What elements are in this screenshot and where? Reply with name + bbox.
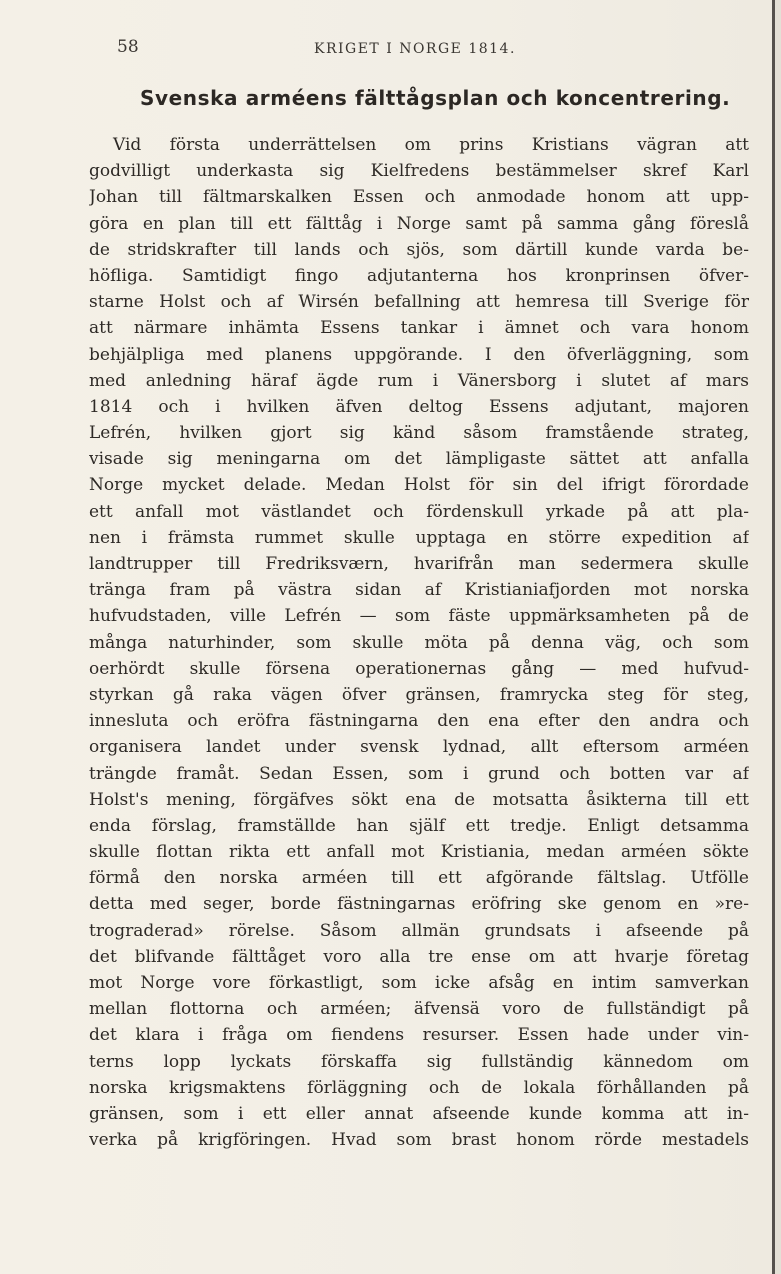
text-line: oerhördt skulle försena operationernas gång — med hufvud- — [89, 658, 749, 679]
text-line: mellan flottorna och arméen; äfvensä voro de fullständigt på — [89, 999, 749, 1020]
text-line: hufvudstaden, ville Lefrén — som fäste uppmärksamheten på de — [89, 606, 749, 627]
text-line: Vid första underrättelsen om prins Kristians vägran att — [113, 135, 749, 155]
text-line: förmå den norska arméen till ett afgörande fältslag. Utfölle — [89, 868, 749, 889]
page-header — [117, 37, 637, 63]
text-line: visade sig meningarna om det lämpligaste sättet att anfalla — [89, 449, 749, 470]
text-line: det blifvande fälttåget voro alla tre ense om att hvarje företag — [89, 946, 749, 967]
body-text — [89, 132, 749, 1153]
text-line: gränsen, som i ett eller annat afseende kunde komma att in- — [89, 1103, 749, 1124]
text-line: trograderad» rörelse. Såsom allmän grundsats i afseende på — [89, 920, 749, 941]
text-line: enda förslag, framställde han själf ett tredje. Enligt detsamma — [89, 815, 749, 836]
text-line: ett anfall mot västlandet och fördenskull yrkade på att pla- — [89, 501, 749, 522]
page-number: 58 — [117, 37, 139, 57]
text-line: Johan till fältmarskalken Essen och anmodade honom att upp- — [89, 187, 749, 208]
text-line: Holst's mening, förgäfves sökt ena de motsatta åsikterna till ett — [89, 789, 749, 810]
text-line: terns lopp lyckats förskaffa sig fullständig kännedom om — [89, 1051, 749, 1072]
text-line: innesluta och eröfra fästningarna den ena efter den andra och — [89, 711, 749, 732]
text-line: norska krigsmaktens förläggning och de lokala förhållanden på — [89, 1077, 749, 1098]
text-line: verka på krigföringen. Hvad som brast honom rörde mestadels — [89, 1130, 749, 1151]
text-line: trängde framåt. Sedan Essen, som i grund och botten var af — [89, 763, 749, 784]
text-line: detta med seger, borde fästningarnas eröfring ske genom en »re- — [89, 894, 749, 915]
text-line: skulle flottan rikta ett anfall mot Kristiania, medan arméen sökte — [89, 842, 749, 863]
text-line: tränga fram på västra sidan af Kristianiafjorden mot norska — [89, 580, 749, 601]
text-line: landtrupper till Fredriksværn, hvarifrån man sedermera skulle — [89, 554, 749, 574]
text-line: Norge mycket delade. Medan Holst för sin del ifrigt förordade — [89, 475, 749, 496]
text-line: behjälpliga med planens uppgörande. I den öfverläggning, som — [89, 344, 749, 365]
text-line: nen i främsta rummet skulle upptaga en större expedition af — [89, 527, 749, 548]
text-line: med anledning häraf ägde rum i Vänersborg i slutet af mars — [89, 370, 749, 391]
section-title: Svenska arméens fälttågsplan och koncentrering. — [140, 86, 731, 110]
page-edge-shadow — [775, 0, 781, 1274]
running-head: KRIGET I NORGE 1814. — [314, 41, 516, 57]
text-line: många naturhinder, som skulle möta på denna väg, och som — [89, 632, 749, 653]
text-line: det klara i fråga om fiendens resurser. Essen hade under vin- — [89, 1025, 749, 1046]
text-line: göra en plan till ett fälttåg i Norge samt på samma gång föreslå — [89, 213, 749, 234]
text-line: att närmare inhämta Essens tankar i ämnet och vara honom — [89, 318, 749, 339]
page-binding-edge — [772, 0, 775, 1274]
text-line: organisera landet under svensk lydnad, allt eftersom arméen — [89, 737, 749, 758]
text-line: godvilligt underkasta sig Kielfredens bestämmelser skref Karl — [89, 161, 749, 182]
text-line: starne Holst och af Wirsén befallning att hemresa till Sverige för — [89, 292, 749, 313]
text-line: styrkan gå raka vägen öfver gränsen, framrycka steg för steg, — [89, 684, 749, 705]
text-line: de stridskrafter till lands och sjös, som därtill kunde varda be- — [89, 239, 749, 260]
text-line: Lefrén, hvilken gjort sig känd såsom framstående strateg, — [89, 423, 749, 444]
text-line: mot Norge vore förkastligt, som icke afsåg en intim samverkan — [89, 973, 749, 993]
text-line: 1814 och i hvilken äfven deltog Essens adjutant, majoren — [89, 396, 749, 417]
text-line: höfliga. Samtidigt fingo adjutanterna hos kronprinsen öfver- — [89, 265, 749, 286]
